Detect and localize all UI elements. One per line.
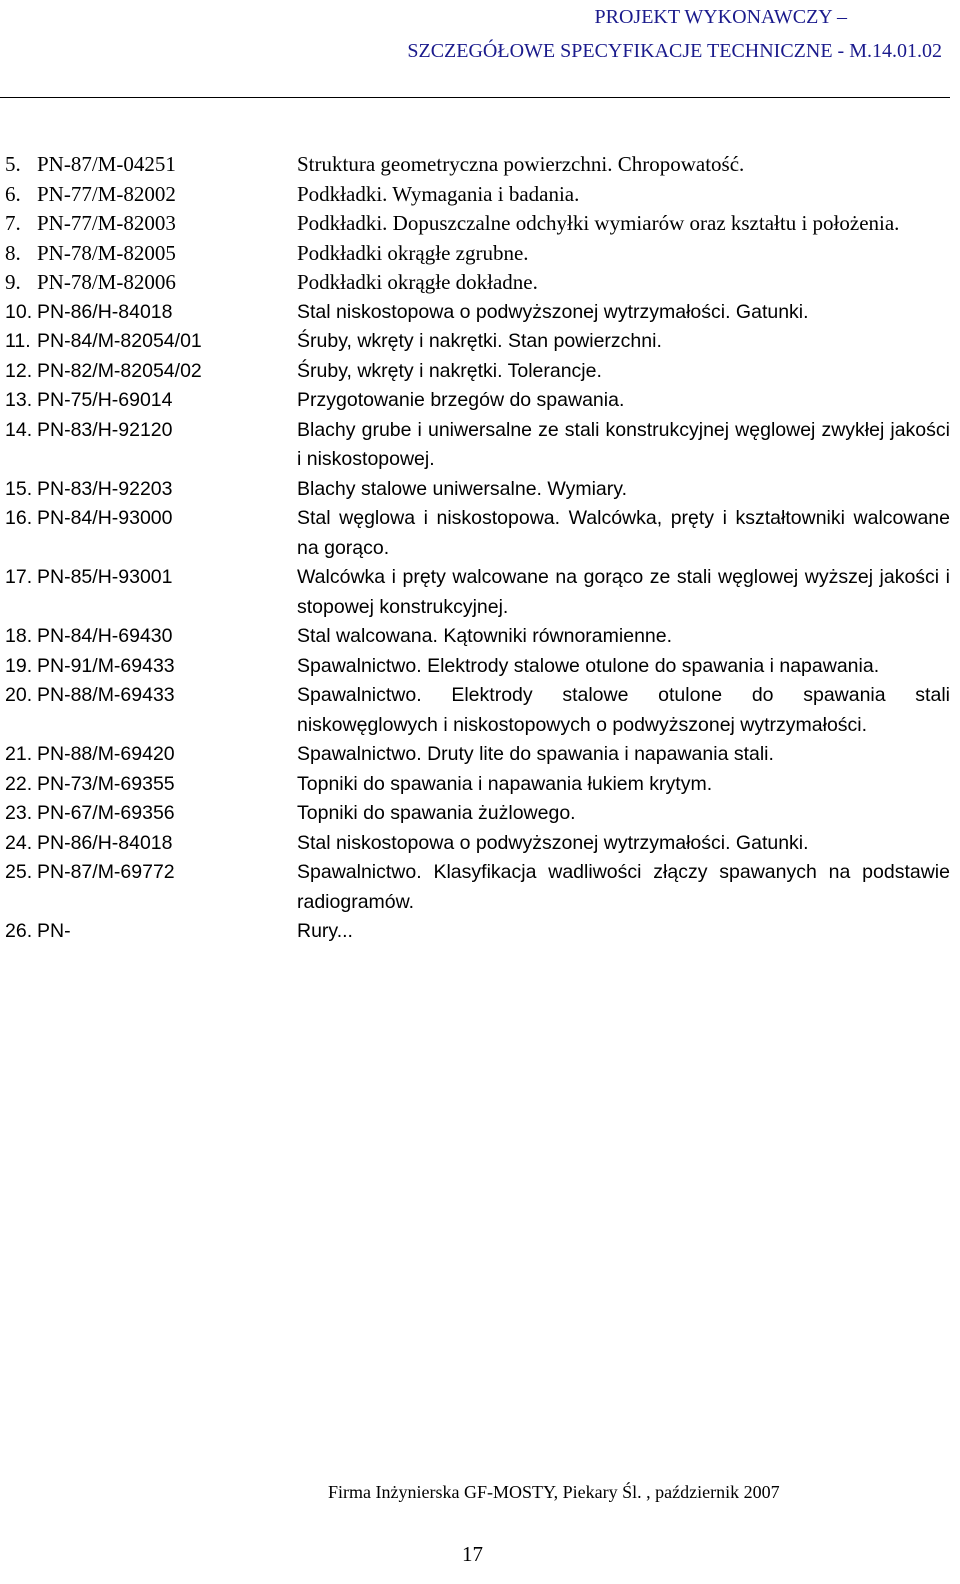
- standard-description: Stal niskostopowa o podwyższonej wytrzymałości. Gatunki.: [297, 831, 809, 854]
- item-number: 21.: [5, 743, 33, 765]
- footer-company: Firma Inżynierska GF-MOSTY, Piekary Śl. , październik 2007: [328, 1482, 780, 1502]
- list-item: [0, 622, 950, 652]
- standard-description: Spawalnictwo. Druty lite do spawania i napawania stali.: [297, 743, 774, 765]
- item-number: 25.: [5, 861, 33, 883]
- standard-description: Rury...: [297, 920, 353, 942]
- item-number: 11.: [5, 330, 31, 352]
- standard-code: PN-78/M-82006: [37, 270, 176, 294]
- standard-description: Stal walcowana. Kątowniki równoramienne.: [297, 625, 673, 647]
- standard-code: PN-86/H-84018: [37, 300, 173, 323]
- item-number: 20.: [5, 684, 33, 706]
- list-item: [0, 268, 950, 298]
- list-item: [0, 239, 950, 269]
- item-number: 18.: [5, 625, 33, 647]
- standard-description: Stal węglowa i niskostopowa. Walcówka, pręty i kształtowniki walcowane na gorąco.: [297, 507, 950, 559]
- standard-description: Podkładki okrągłe dokładne.: [297, 270, 538, 294]
- item-number: 13.: [5, 389, 33, 411]
- header-divider: [0, 97, 950, 98]
- list-item: [0, 740, 950, 770]
- item-number: 6.: [5, 181, 21, 206]
- standard-description: Przygotowanie brzegów do spawania.: [297, 389, 625, 411]
- list-item: [0, 209, 950, 239]
- standard-code: PN-77/M-82002: [37, 181, 176, 206]
- standard-code: PN-88/M-69433: [37, 684, 175, 706]
- standard-code: PN-: [37, 920, 71, 942]
- standard-description: Podkładki okrągłe zgrubne.: [297, 240, 529, 265]
- standard-description: Podkładki. Dopuszczalne odchyłki wymiarów oraz kształtu i położenia.: [297, 211, 900, 235]
- standard-code: PN-84/M-82054/01: [37, 330, 202, 352]
- list-item: [0, 829, 950, 859]
- standard-code: PN-87/M-69772: [37, 861, 175, 883]
- standards-list: [0, 150, 950, 947]
- standard-code: PN-91/M-69433: [37, 654, 175, 677]
- standard-description: Walcówka i pręty walcowane na gorąco ze stali węglowej wyższej jakości i stopowej konstrukcyjnej.: [297, 566, 950, 618]
- item-number: 23.: [5, 802, 33, 824]
- standard-code: PN-83/H-92203: [37, 477, 173, 500]
- page-number: 17: [462, 1542, 483, 1566]
- item-number: 26.: [5, 920, 33, 942]
- list-item: [0, 681, 950, 740]
- standard-description: Spawalnictwo. Elektrody stalowe otulone do spawania i napawania.: [297, 654, 880, 677]
- standard-description: Blachy stalowe uniwersalne. Wymiary.: [297, 477, 627, 500]
- list-item: [0, 180, 950, 210]
- standard-description: Blachy grube i uniwersalne ze stali konstrukcyjnej węglowej zwykłej jakości i niskostopowej.: [297, 418, 950, 470]
- standard-description: Topniki do spawania i napawania łukiem krytym.: [297, 772, 713, 795]
- standard-description: Śruby, wkręty i nakrętki. Tolerancje.: [297, 359, 602, 382]
- standard-code: PN-77/M-82003: [37, 211, 176, 235]
- item-number: 10.: [5, 300, 33, 323]
- item-number: 14.: [5, 418, 33, 441]
- item-number: 24.: [5, 831, 33, 854]
- standard-code: PN-78/M-82005: [37, 240, 176, 265]
- standard-description: Struktura geometryczna powierzchni. Chropowatość.: [297, 152, 745, 176]
- item-number: 16.: [5, 507, 33, 529]
- list-item: [0, 298, 950, 328]
- list-item: [0, 652, 950, 682]
- item-number: 22.: [5, 772, 33, 795]
- standard-description: Spawalnictwo. Elektrody stalowe otulone do spawania stali niskowęglowych i niskostopowych o podwyższonej wytrzymałości.: [297, 684, 950, 736]
- item-number: 5.: [5, 152, 21, 176]
- standard-code: PN-67/M-69356: [37, 802, 175, 824]
- item-number: 17.: [5, 566, 33, 588]
- standard-code: PN-83/H-92120: [37, 418, 173, 441]
- list-item: [0, 504, 950, 563]
- standard-code: PN-82/M-82054/02: [37, 359, 202, 382]
- standard-description: Topniki do spawania żużlowego.: [297, 802, 576, 824]
- standard-code: PN-88/M-69420: [37, 743, 175, 765]
- list-item: [0, 386, 950, 416]
- list-item: [0, 770, 950, 800]
- item-number: 12.: [5, 359, 33, 382]
- standard-code: PN-84/H-93000: [37, 507, 173, 529]
- standard-code: PN-75/H-69014: [37, 389, 173, 411]
- item-number: 7.: [5, 211, 21, 235]
- list-item: [0, 475, 950, 505]
- standard-description: Podkładki. Wymagania i badania.: [297, 181, 580, 206]
- standard-code: PN-87/M-04251: [37, 152, 176, 176]
- standard-code: PN-73/M-69355: [37, 772, 175, 795]
- item-number: 8.: [5, 240, 21, 265]
- list-item: [0, 357, 950, 387]
- standard-description: Stal niskostopowa o podwyższonej wytrzymałości. Gatunki.: [297, 300, 809, 323]
- list-item: [0, 416, 950, 475]
- list-item: [0, 327, 950, 357]
- standard-code: PN-85/H-93001: [37, 566, 173, 588]
- header-spec-title: SZCZEGÓŁOWE SPECYFIKACJE TECHNICZNE - M.14.01.02: [407, 40, 942, 62]
- list-item: [0, 563, 950, 622]
- list-item: [0, 917, 950, 947]
- standard-code: PN-86/H-84018: [37, 831, 173, 854]
- list-item: [0, 858, 950, 917]
- item-number: 9.: [5, 270, 21, 294]
- standard-code: PN-84/H-69430: [37, 625, 173, 647]
- standard-description: Spawalnictwo. Klasyfikacja wadliwości złączy spawanych na podstawie radiogramów.: [297, 861, 950, 913]
- header-project-title: PROJEKT WYKONAWCZY –: [594, 6, 847, 28]
- item-number: 15.: [5, 477, 33, 500]
- list-item: [0, 799, 950, 829]
- standard-description: Śruby, wkręty i nakrętki. Stan powierzchni.: [297, 330, 662, 352]
- page-header: [407, 0, 942, 68]
- list-item: [0, 150, 950, 180]
- item-number: 19.: [5, 654, 33, 677]
